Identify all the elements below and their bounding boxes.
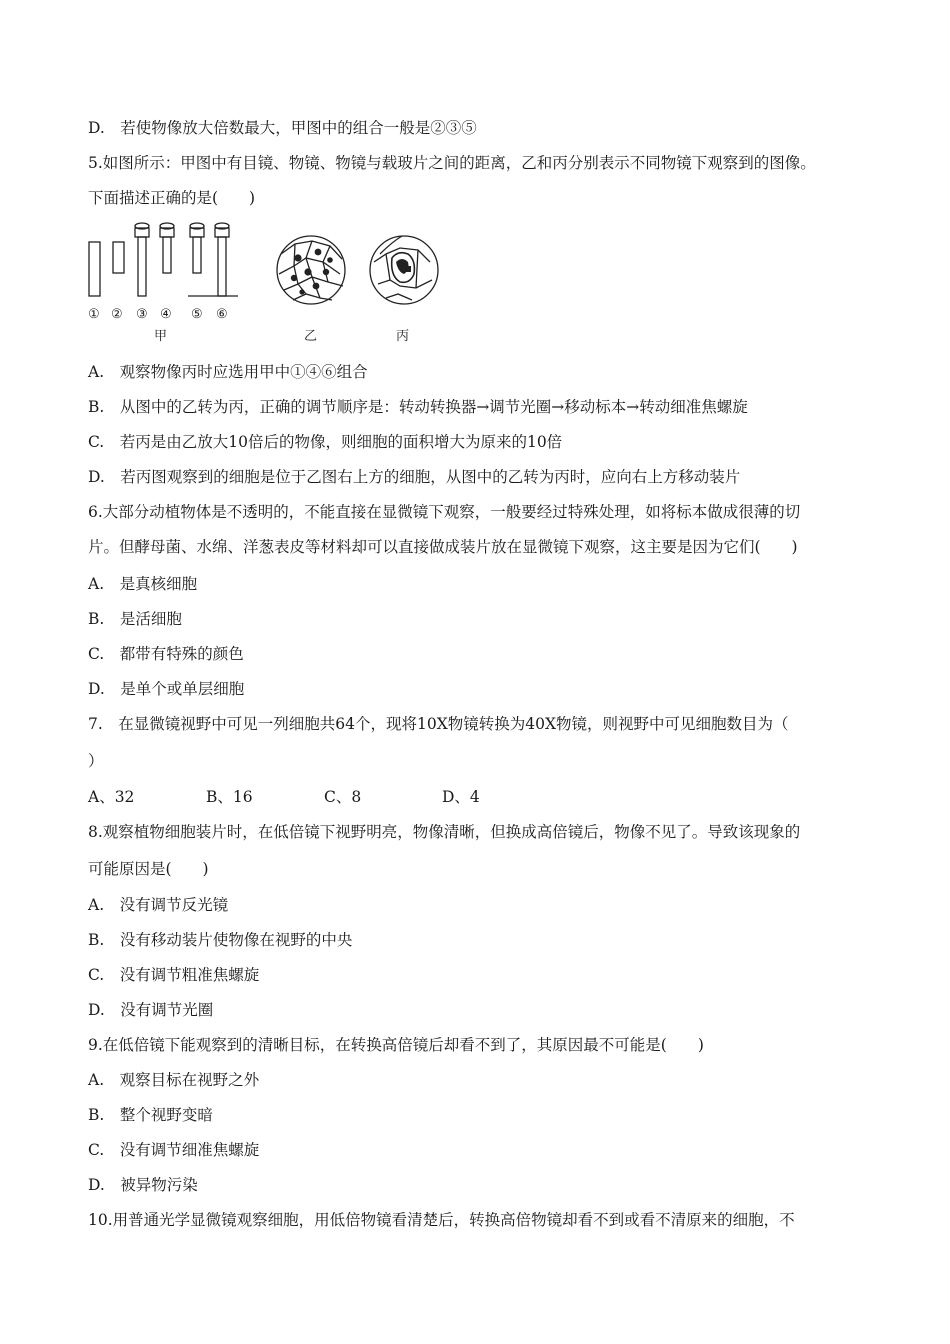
q6-option-a: A. 是真核细胞 (88, 575, 198, 593)
q9-option-d: D. 被异物污染 (88, 1176, 198, 1194)
eyepiece-1 (89, 242, 100, 296)
q7-option-c: C、8 (324, 788, 362, 806)
q6-stem-line1: 6.大部分动植物体是不透明的，不能直接在显微镜下观察，一般要经过特殊处理，如将标本做成很薄的切 (88, 503, 801, 521)
num-5: ⑤ (191, 307, 203, 322)
q7-stem-line2: ） (88, 752, 104, 770)
q7-stem-line1: 7. 在显微镜视野中可见一列细胞共64个，现将10X物镜转换为40X物镜，则视野中可见细胞数目为（ (88, 715, 789, 733)
q6-option-d: D. 是单个或单层细胞 (88, 680, 245, 698)
objective-4 (160, 223, 174, 273)
q5-option-c: C. 若丙是由乙放大10倍后的物像，则细胞的面积增大为原来的10倍 (88, 433, 563, 451)
q5-stem-line1: 5.如图所示：甲图中有目镜、物镜、物镜与载玻片之间的距离，乙和丙分别表示不同物镜下观察到的图像。 (88, 154, 816, 172)
q7-option-b: B、16 (206, 788, 253, 806)
q9-option-b: B. 整个视野变暗 (88, 1106, 213, 1124)
q8-stem-line2: 可能原因是( ) (88, 860, 209, 878)
q5-option-d: D. 若丙图观察到的细胞是位于乙图右上方的细胞，从图中的乙转为丙时，应向右上方移动装片 (88, 468, 741, 486)
q9-option-c: C. 没有调节细准焦螺旋 (88, 1141, 260, 1159)
q4-option-d: D. 若使物像放大倍数最大，甲图中的组合一般是②③⑤ (88, 119, 477, 137)
num-1: ① (88, 307, 100, 322)
q6-option-c: C. 都带有特殊的颜色 (88, 645, 244, 663)
q10-stem-line1: 10.用普通光学显微镜观察细胞，用低倍物镜看清楚后，转换高倍物镜却看不到或看不清原来的细胞，不 (88, 1211, 795, 1229)
q8-option-c: C. 没有调节粗准焦螺旋 (88, 966, 260, 984)
num-2: ② (111, 307, 123, 322)
q7-option-a: A、32 (88, 788, 135, 806)
q8-option-b: B. 没有移动装片使物像在视野的中央 (88, 931, 353, 949)
q6-option-b: B. 是活细胞 (88, 610, 182, 628)
num-4: ④ (160, 307, 172, 322)
q7-option-d: D、4 (442, 788, 480, 806)
label-bing: 丙 (396, 329, 410, 344)
q5-stem-line2: 下面描述正确的是( ) (88, 189, 256, 207)
eyepiece-2 (113, 242, 124, 273)
microscope-figure (80, 214, 460, 344)
num-6: ⑥ (216, 307, 228, 322)
microscope-figure-svg (80, 214, 460, 344)
objective-5 (190, 223, 204, 273)
q8-option-d: D. 没有调节光圈 (88, 1001, 214, 1019)
q7-options (88, 787, 560, 807)
q5-option-b: B. 从图中的乙转为丙，正确的调节顺序是：转动转换器→调节光圈→移动标本→转动细准焦螺旋 (88, 398, 748, 416)
num-3: ③ (136, 307, 148, 322)
objective-3 (135, 223, 149, 296)
label-yi: 乙 (304, 329, 318, 344)
label-jia: 甲 (154, 329, 168, 344)
q5-option-a: A. 观察物像丙时应选用甲中①④⑥组合 (88, 363, 368, 381)
q9-option-a: A. 观察目标在视野之外 (88, 1071, 260, 1089)
objective-6 (215, 223, 229, 296)
q8-stem-line1: 8.观察植物细胞装片时，在低倍镜下视野明亮，物像清晰，但换成高倍镜后，物像不见了。导致该现象的 (88, 823, 801, 841)
q6-stem-line2: 片。但酵母菌、水绵、洋葱表皮等材料却可以直接做成装片放在显微镜下观察，这主要是因为它们( ) (88, 538, 798, 556)
q9-stem: 9.在低倍镜下能观察到的清晰目标，在转换高倍镜后却看不到了，其原因最不可能是( ) (88, 1036, 704, 1054)
q8-option-a: A. 没有调节反光镜 (88, 896, 229, 914)
